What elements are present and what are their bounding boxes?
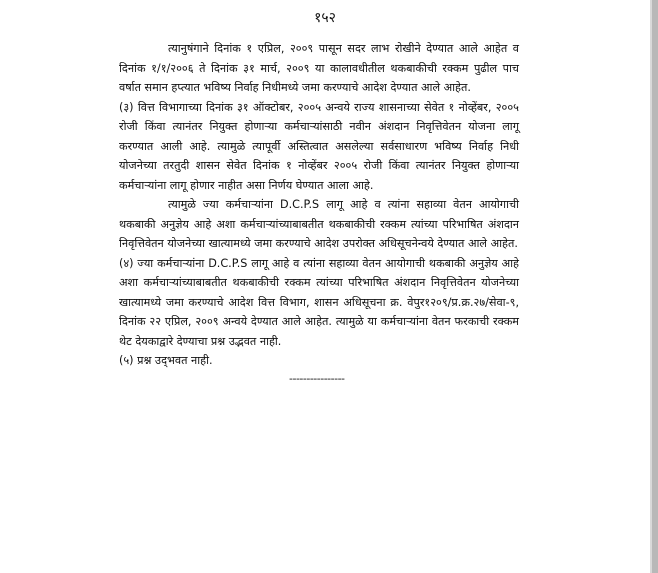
paragraph-arrears-payment: त्यानुषंगाने दिनांक १ एप्रिल, २००९ पासून सदर लाभ रोखीने देण्यात आले आहेत व दिनांक १/१/२००६ ते दिनांक ३१ मार्च, २००९ या कालावधीतील थकबाकीची रक्कम पुढील पाच वर्षात समान हप्त्यात भविष्य निर्वाह निधीमध्ये जमा करण्याचे आदेश देण्यात आले आहेत. [119,42,519,94]
paragraph-dcps-arrears: त्यामुळे ज्या कर्मचाऱ्यांना D.C.P.S लागू आहे व त्यांना सहाव्या वेतन आयोगाची थकबाकी अनुज्ञेय आहे अशा कर्मचाऱ्यांच्याबाबतीत थकबाकीची रक्कम त्यांच्या परिभाषित अंशदान निवृत्तिवेतन योजनेच्या खात्यामध्ये जमा करण्याचे आदेश उपरोक्त अधिसूचनेन्वये देण्यात आले आहेत. [119,198,519,250]
document-body [119,39,519,385]
window-right-border [650,0,658,573]
page-number: १५२ [314,10,336,26]
paragraph-4-dcps-notification: (४) ज्या कर्मचाऱ्यांना D.C.P.S लागू आहे व त्यांना सहाव्या वेतन आयोगाची थकबाकी अनुज्ञेय आहे अशा कर्मचाऱ्यांच्याबाबतीत थकबाकीची रक्कम त्यांच्या परिभाषित अंशदान निवृत्तिवेतन योजनेच्या खात्यामध्ये जमा करण्याचे आदेश वित्त विभाग, शासन अधिसूचना क्र. वेपुर१२०९/प्र.क्र.२७/सेवा-९, दिनांक २२ एप्रिल, २००९ अन्वये देण्यात आले आहेत. त्यामुळे या कर्मचाऱ्यांना वेतन फरकाची रक्कम थेट देयकाद्वारे देण्याचा प्रश्न उद्भवत नाही. [119,256,519,348]
end-separator: ---------------- [289,371,345,385]
paragraph-3-new-pension-scheme: (३) वित्त विभागाच्या दिनांक ३१ ऑक्टोबर, २००५ अन्वये राज्य शासनाच्या सेवेत १ नोव्हेंबर, २००५ रोजी किंवा त्यानंतर नियुक्त होणाऱ्या कर्मचाऱ्यांसाठी नवीन अंशदान निवृत्तिवेतन योजना लागू करण्यात आली आहे. त्यामुळे त्यापूर्वी अस्तित्वात असलेल्या सर्वसाधारण भविष्य निर्वाह निधी योजनेच्या तरतुदी शासन सेवेत दिनांक १ नोव्हेंबर २००५ रोजी किंवा त्यानंतर नियुक्त होणाऱ्या कर्मचाऱ्यांना लागू होणार नाहीत असा निर्णय घेण्यात आला आहे. [119,100,519,192]
paragraph-5-no-question: (५) प्रश्न उद्‌भवत नाही. [119,354,213,367]
